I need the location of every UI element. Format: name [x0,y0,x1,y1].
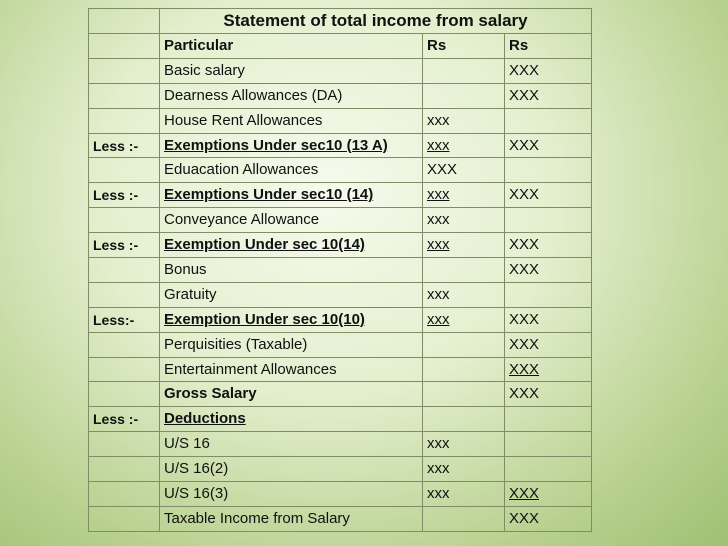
salary-statement [88,8,592,532]
row-rs-2: XXX [505,482,592,507]
row-label: Less :- [89,183,160,208]
row-rs-2 [505,407,592,432]
row-rs-1 [423,506,505,531]
row-label [89,432,160,457]
row-rs-2: XXX [505,233,592,258]
row-rs-1: xxx [423,457,505,482]
row-rs-2: XXX [505,357,592,382]
row-rs-1: xxx [423,482,505,507]
row-rs-1 [423,258,505,283]
row-rs-1: xxx [423,282,505,307]
row-rs-1: xxx [423,108,505,133]
title-row [89,9,592,34]
table-row [89,158,592,183]
row-rs-1: xxx [423,183,505,208]
row-label [89,83,160,108]
row-particular: U/S 16(3) [160,482,423,507]
table-row [89,432,592,457]
table-row [89,457,592,482]
row-rs-2: XXX [505,258,592,283]
table-row [89,407,592,432]
row-particular: U/S 16 [160,432,423,457]
row-label [89,282,160,307]
row-label: Less :- [89,407,160,432]
row-rs-1 [423,357,505,382]
row-rs-2 [505,457,592,482]
table-row [89,282,592,307]
row-rs-2 [505,108,592,133]
table-row [89,133,592,158]
row-rs-1: xxx [423,233,505,258]
header-label-cell [89,34,160,59]
row-particular: U/S 16(2) [160,457,423,482]
table-row [89,83,592,108]
row-particular: Bonus [160,258,423,283]
row-rs-2: XXX [505,506,592,531]
row-rs-1: xxx [423,307,505,332]
table-row [89,183,592,208]
row-label: Less:- [89,307,160,332]
row-rs-1: xxx [423,432,505,457]
title-label-cell [89,9,160,34]
row-rs-1: XXX [423,158,505,183]
row-rs-2: XXX [505,58,592,83]
row-rs-1 [423,407,505,432]
row-rs-1: xxx [423,133,505,158]
row-label [89,158,160,183]
row-rs-1: xxx [423,208,505,233]
header-row [89,34,592,59]
row-rs-1 [423,58,505,83]
row-label [89,258,160,283]
row-rs-1 [423,83,505,108]
row-rs-2: XXX [505,133,592,158]
row-particular: Exemptions Under sec10 (13 A) [160,133,423,158]
row-particular: Taxable Income from Salary [160,506,423,531]
row-particular: Eduacation Allowances [160,158,423,183]
row-rs-2 [505,282,592,307]
row-rs-2: XXX [505,83,592,108]
row-label: Less :- [89,233,160,258]
row-label [89,382,160,407]
row-rs-2: XXX [505,307,592,332]
row-particular: Exemption Under sec 10(14) [160,233,423,258]
row-particular: House Rent Allowances [160,108,423,133]
row-rs-1 [423,332,505,357]
table-row [89,58,592,83]
salary-table [88,8,592,532]
row-label [89,357,160,382]
row-label [89,108,160,133]
row-label [89,457,160,482]
row-particular: Entertainment Allowances [160,357,423,382]
header-rs-1: Rs [423,34,505,59]
row-label [89,208,160,233]
row-particular: Basic salary [160,58,423,83]
row-rs-2 [505,208,592,233]
row-particular: Conveyance Allowance [160,208,423,233]
table-title: Statement of total income from salary [160,9,592,34]
row-particular: Exemption Under sec 10(10) [160,307,423,332]
row-particular: Deductions [160,407,423,432]
row-particular: Perquisities (Taxable) [160,332,423,357]
row-label [89,58,160,83]
row-particular: Exemptions Under sec10 (14) [160,183,423,208]
row-particular: Gross Salary [160,382,423,407]
row-label [89,482,160,507]
row-rs-2 [505,432,592,457]
row-rs-2 [505,158,592,183]
table-row [89,482,592,507]
row-label [89,506,160,531]
table-row [89,506,592,531]
row-particular: Gratuity [160,282,423,307]
table-row [89,382,592,407]
table-row [89,108,592,133]
row-label: Less :- [89,133,160,158]
row-rs-1 [423,382,505,407]
row-rs-2: XXX [505,183,592,208]
table-row [89,233,592,258]
table-row [89,332,592,357]
row-rs-2: XXX [505,382,592,407]
header-rs-2: Rs [505,34,592,59]
table-row [89,258,592,283]
table-row [89,357,592,382]
table-row [89,208,592,233]
header-particular: Particular [160,34,423,59]
row-rs-2: XXX [505,332,592,357]
row-particular: Dearness Allowances (DA) [160,83,423,108]
table-row [89,307,592,332]
row-label [89,332,160,357]
